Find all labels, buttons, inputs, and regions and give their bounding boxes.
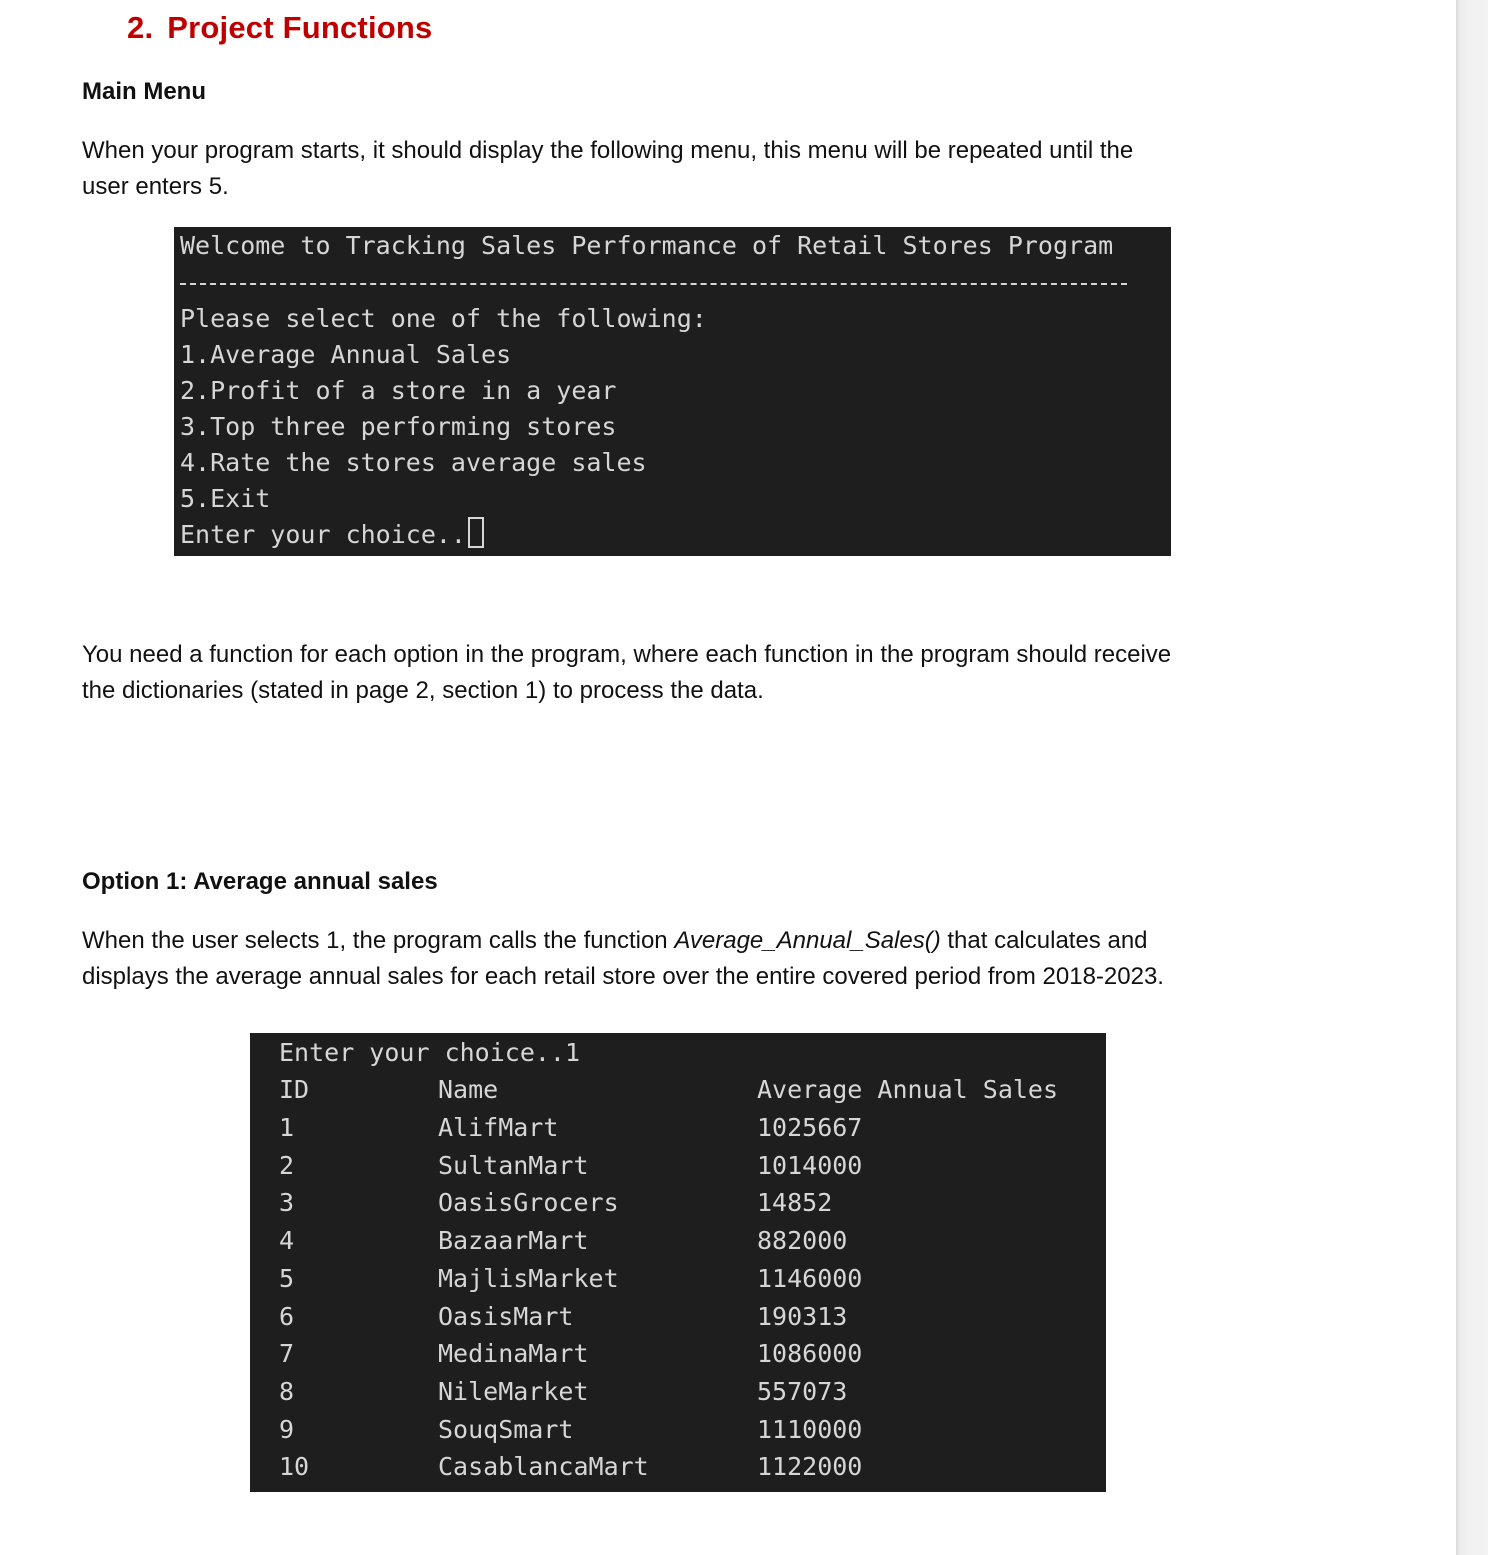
function-note-line-2: the dictionaries (stated in page 2, section 1) to process the data. <box>82 677 764 704</box>
main-menu-heading: Main Menu <box>82 78 206 105</box>
main-menu-intro <box>82 133 1133 205</box>
row-name: SultanMart <box>438 1151 589 1180</box>
terminal-prompt-header: Please select one of the following: <box>180 304 707 333</box>
row-name: BazaarMart <box>438 1226 589 1255</box>
row-average-sales: 14852 <box>757 1188 833 1217</box>
row-name: CasablancaMart <box>438 1452 649 1481</box>
header-average-annual-sales: Average Annual Sales <box>757 1075 1059 1104</box>
option1-desc-text-end: that calculates and <box>940 927 1148 954</box>
text-cursor-icon <box>468 517 484 548</box>
header-name: Name <box>438 1075 499 1104</box>
header-id: ID <box>279 1075 310 1104</box>
row-name: MajlisMarket <box>438 1264 619 1293</box>
row-id: 8 <box>279 1377 295 1406</box>
row-average-sales: 1086000 <box>757 1339 863 1368</box>
row-average-sales: 1110000 <box>757 1415 863 1444</box>
option1-description-line-2: displays the average annual sales for each retail store over the entire covered period from 2018-2023. <box>82 963 1164 990</box>
row-average-sales: 882000 <box>757 1226 848 1255</box>
row-id: 2 <box>279 1151 295 1180</box>
terminal-input-prompt: Enter your choice.. <box>180 520 466 549</box>
function-name: Average_Annual_Sales() <box>674 927 941 954</box>
option1-heading: Option 1: Average annual sales <box>82 868 438 895</box>
row-average-sales: 1014000 <box>757 1151 863 1180</box>
main-menu-terminal <box>174 227 1171 556</box>
row-average-sales: 557073 <box>757 1377 848 1406</box>
scrollbar-track[interactable] <box>1456 0 1488 1555</box>
row-id: 9 <box>279 1415 295 1444</box>
sales-output-terminal <box>250 1033 1106 1492</box>
terminal-input-line[interactable] <box>180 517 484 553</box>
option1-description-line-1 <box>82 923 1164 959</box>
terminal-divider <box>180 283 1127 285</box>
row-name: OasisGrocers <box>438 1188 619 1217</box>
main-menu-intro-line-2: user enters 5. <box>82 173 229 200</box>
row-name: MedinaMart <box>438 1339 589 1368</box>
function-note-line-1: You need a function for each option in the program, where each function in the program should receive <box>82 641 1172 668</box>
row-name: NileMarket <box>438 1377 589 1406</box>
option1-desc-text: When the user selects 1, the program calls the function <box>82 927 675 954</box>
section-title-text: Project Functions <box>167 10 433 45</box>
row-average-sales: 1146000 <box>757 1264 863 1293</box>
row-name: OasisMart <box>438 1302 574 1331</box>
section-title <box>127 10 432 46</box>
function-note <box>82 637 1171 709</box>
row-average-sales: 190313 <box>757 1302 848 1331</box>
row-id: 1 <box>279 1113 295 1142</box>
menu-option-5: 5.Exit <box>180 484 271 513</box>
row-id: 10 <box>279 1452 310 1481</box>
main-menu-intro-line-1: When your program starts, it should display the following menu, this menu will be repeated until the <box>82 137 1134 164</box>
row-id: 5 <box>279 1264 295 1293</box>
terminal-title: Welcome to Tracking Sales Performance of Retail Stores Program <box>180 231 1114 260</box>
row-id: 6 <box>279 1302 295 1331</box>
row-average-sales: 1122000 <box>757 1452 863 1481</box>
row-id: 3 <box>279 1188 295 1217</box>
menu-option-3: 3.Top three performing stores <box>180 412 617 441</box>
option1-description <box>82 923 1164 995</box>
sales-input-line: Enter your choice..1 <box>279 1038 581 1067</box>
menu-option-2: 2.Profit of a store in a year <box>180 376 617 405</box>
section-number: 2. <box>127 10 154 45</box>
row-name: SouqSmart <box>438 1415 574 1444</box>
row-id: 7 <box>279 1339 295 1368</box>
menu-option-1: 1.Average Annual Sales <box>180 340 512 369</box>
row-id: 4 <box>279 1226 295 1255</box>
menu-option-4: 4.Rate the stores average sales <box>180 448 647 477</box>
row-name: AlifMart <box>438 1113 559 1142</box>
row-average-sales: 1025667 <box>757 1113 863 1142</box>
